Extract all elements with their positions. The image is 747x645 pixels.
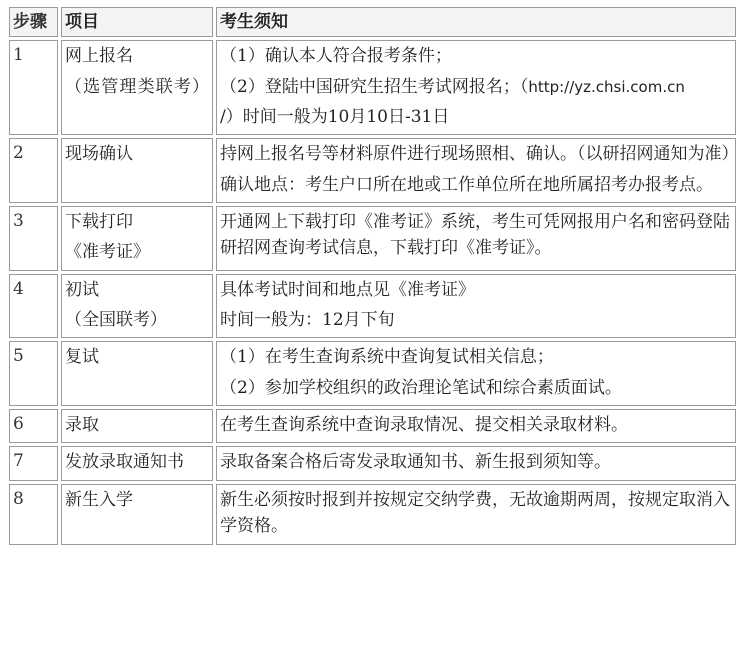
- item-cell: [61, 409, 213, 443]
- notice-cell: [216, 341, 736, 406]
- item-cell: [61, 138, 213, 203]
- item-cell: [61, 484, 213, 545]
- step-number: 4: [9, 274, 58, 339]
- item-cell: [61, 446, 213, 480]
- item-title: 下载打印: [65, 212, 133, 233]
- table-row: [9, 274, 736, 339]
- notice-line: 在考生查询系统中查询录取情况、提交相关录取材料。: [220, 415, 628, 436]
- notice-line: 具体考试时间和地点见《准考证》: [220, 279, 475, 300]
- table-row: [9, 40, 736, 135]
- header-item: 项目: [61, 7, 213, 37]
- item-title: 复试: [65, 347, 99, 368]
- notice-cell: [216, 446, 736, 480]
- table-row: [9, 206, 736, 271]
- item-cell: [61, 341, 213, 406]
- registration-link[interactable]: http://yz.chsi.com.cn: [528, 77, 685, 96]
- notice-line: （1）在考生查询系统中查询复试相关信息；: [220, 347, 554, 368]
- notice-line: 开通网上下载打印《准考证》系统，考生可凭网报用户名和密码登陆研招网查询考试信息，下载打印《准考证》。: [220, 212, 730, 259]
- header-step: 步骤: [9, 7, 58, 37]
- step-number: 2: [9, 138, 58, 203]
- table-row: [9, 138, 736, 203]
- item-title: 录取: [65, 415, 99, 436]
- step-number: 6: [9, 409, 58, 443]
- notice-line: 确认地点：考生户口所在地或工作单位所在地所属招考办报考点。: [220, 174, 713, 195]
- item-cell: [61, 274, 213, 339]
- item-subtitle: （选管理类联考）: [65, 76, 209, 97]
- item-subtitle: 《准考证》: [65, 242, 150, 263]
- item-title: 现场确认: [65, 144, 133, 165]
- notice-line: 持网上报名号等材料原件进行现场照相、确认。（以研招网通知为准）: [220, 144, 739, 165]
- notice-cell: [216, 409, 736, 443]
- step-number: 8: [9, 484, 58, 545]
- table-row: [9, 341, 736, 406]
- table-row: [9, 484, 736, 545]
- table-row: [9, 446, 736, 480]
- item-title: 初试: [65, 279, 99, 300]
- item-cell: [61, 206, 213, 271]
- notice-cell: [216, 274, 736, 339]
- notice-cell: [216, 40, 736, 135]
- step-number: 1: [9, 40, 58, 135]
- notice-line: [220, 73, 732, 101]
- admission-steps-table: [6, 4, 739, 548]
- item-subtitle: （全国联考）: [65, 310, 167, 331]
- notice-cell: [216, 206, 736, 271]
- table-row: [9, 409, 736, 443]
- item-title: 新生入学: [65, 489, 133, 510]
- step-number: 5: [9, 341, 58, 406]
- header-row: [9, 7, 736, 37]
- item-title: 发放录取通知书: [65, 452, 184, 473]
- notice-line: /）时间一般为10月10日-31日: [220, 107, 450, 128]
- header-notice: 考生须知: [216, 7, 736, 37]
- step-number: 7: [9, 446, 58, 480]
- notice-cell: [216, 484, 736, 545]
- step-number: 3: [9, 206, 58, 271]
- notice-line: 新生必须按时报到并按规定交纳学费，无故逾期两周，按规定取消入学资格。: [220, 489, 730, 537]
- notice-line: 录取备案合格后寄发录取通知书、新生报到须知等。: [220, 452, 611, 473]
- notice-line: （1）确认本人符合报考条件；: [220, 46, 452, 67]
- notice-line: 时间一般为：12月下旬: [220, 310, 395, 331]
- item-title: 网上报名: [65, 46, 133, 67]
- notice-text: （2）登陆中国研究生招生考试网报名；（: [220, 76, 529, 97]
- notice-cell: [216, 138, 739, 203]
- item-cell: [61, 40, 213, 135]
- notice-line: （2）参加学校组织的政治理论笔试和综合素质面试。: [220, 377, 622, 398]
